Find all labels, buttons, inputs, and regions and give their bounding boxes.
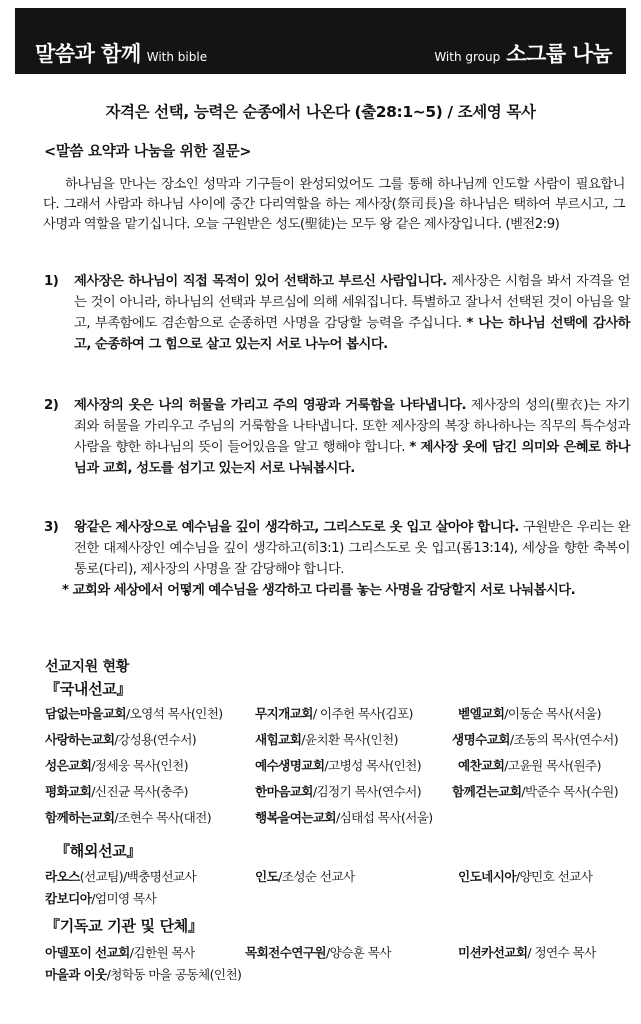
overseas-missions-label: 『해외선교』 xyxy=(55,842,142,860)
question-text: 제사장의 성의(聖衣)는 자기 죄와 허물을 가리우고 주님의 거룩함을 나타냅니다. 또한 제사장의 복장 하나하나는 직무의 특수성과 사람을 향한 하나님의 뜻이 들어있음을 알고 행해야 합니다. xyxy=(74,398,630,455)
mission-entry: 캄보디아/엄미영 목사 xyxy=(45,891,157,906)
mission-entry: 목회전수연구원/양승훈 목사 xyxy=(245,945,391,960)
mission-entry: 사랑하는교회/강성용(연수서) xyxy=(45,732,197,747)
mission-entry: 예찬교회/고윤원 목사(원주) xyxy=(458,758,601,773)
mission-entry: 함께걷는교회/박준수 목사(수원) xyxy=(452,784,619,799)
header-left xyxy=(35,38,207,68)
question-lead: 왕같은 제사장으로 예수님을 깊이 생각하고, 그리스도로 옷 입고 살아야 합니다. xyxy=(74,520,519,535)
question-number: 1) xyxy=(44,274,59,289)
question-lead: 제사장은 하나님이 직접 목적이 있어 선택하고 부르신 사람입니다. xyxy=(74,274,447,289)
mission-support-title: 선교지원 현황 xyxy=(45,659,129,675)
mission-entry: 새힘교회/윤치환 목사(인천) xyxy=(255,732,398,747)
question-number: 2) xyxy=(44,398,59,413)
header-banner xyxy=(15,8,626,74)
mission-entry: 생명수교회/조동의 목사(연수서) xyxy=(452,732,619,747)
header-left-subtitle: With bible xyxy=(146,50,208,64)
mission-entry: 함께하는교회/조현수 목사(대전) xyxy=(45,810,212,825)
question-text: 구원받은 우리는 완전한 대제사장인 예수님을 깊이 생각하고(히3:1) 그리스도로 옷 입고(롬13:14), 세상을 향한 축복이 통로(다리), 제사장의 사명을 잘 감당해야 합니다. xyxy=(74,520,630,577)
mission-entry: 인도/조성순 선교사 xyxy=(255,869,355,884)
header-right-title: 소그룹 나눔 xyxy=(506,42,612,66)
header-left-title: 말씀과 함께 xyxy=(35,42,141,66)
question-note: * 나는 하나님 선택에 감사하고, 순종하여 그 힘으로 살고 있는지 서로 나누어 봅시다. xyxy=(74,316,631,352)
mission-entry: 성은교회/정세웅 목사(인천) xyxy=(45,758,188,773)
mission-entry: 인도네시아/양민호 선교사 xyxy=(458,869,593,884)
header-right xyxy=(434,38,612,68)
mission-entry: 벧엘교회/이동순 목사(서울) xyxy=(458,706,601,721)
mission-entry: 마을과 이웃/청학동 마을 공동체(인천) xyxy=(45,967,242,982)
question-number: 3) xyxy=(44,520,59,535)
question-2 xyxy=(44,395,630,479)
organizations-label: 『기독교 기관 및 단체』 xyxy=(45,917,203,935)
mission-entry: 행복을여는교회/심태섭 목사(서울) xyxy=(255,810,433,825)
mission-entry: 평화교회/신진균 목사(충주) xyxy=(45,784,188,799)
mission-entry: 라오스(선교팀)/백충명선교사 xyxy=(45,869,197,884)
section-heading: <말씀 요약과 나눔을 위한 질문> xyxy=(44,144,252,160)
header-right-subtitle: With group xyxy=(434,50,501,64)
question-text: 제사장은 시험을 봐서 자격을 얻는 것이 아니라, 하나님의 선택과 부르심에 의해 세워집니다. 특별하고 잘나서 선택된 것이 아님을 알고, 부족함에도 겸손함으로 순종하면 사명을 감당할 능력을 주십니다. xyxy=(74,274,630,331)
question-3 xyxy=(44,517,630,580)
sermon-title: 자격은 선택, 능력은 순종에서 나온다 (출28:1~5) / 조세영 목사 xyxy=(105,103,536,121)
mission-entry: 한마음교회/김정기 목사(연수서) xyxy=(255,784,422,799)
question-1 xyxy=(44,271,630,355)
mission-entry: 아델포이 선교회/김한원 목사 xyxy=(45,945,195,960)
intro-paragraph: 하나님을 만나는 장소인 성막과 기구들이 완성되었어도 그를 통해 하나님께 인도할 사람이 필요합니다. 그래서 사람과 하나님 사이에 중간 다리역할을 하는 제사장(祭司長)을 하나님은 택하여 부르시고, 그 사명과 역할을 맡기십니다. 오늘 구원받은 성도(聖徒)는 모두 왕 같은 제사장입니다. (벧전2:9) xyxy=(43,177,625,232)
mission-entry: 무지개교회/ 이주헌 목사(김포) xyxy=(255,706,413,721)
mission-entry: 미션카선교회/ 정연수 목사 xyxy=(458,945,596,960)
question-note: * 제사장 옷에 담긴 의미와 은혜로 하나님과 교회, 성도를 섬기고 있는지 서로 나눠봅시다. xyxy=(74,440,630,476)
mission-entry: 예수생명교회/고병성 목사(인천) xyxy=(255,758,422,773)
domestic-missions-label: 『국내선교』 xyxy=(45,680,132,698)
question-3-note: * 교회와 세상에서 어떻게 예수님을 생각하고 다리를 놓는 사명을 감당할지 서로 나눠봅시다. xyxy=(62,583,576,598)
mission-entry: 담없는마을교회/오영석 목사(인천) xyxy=(45,706,223,721)
question-lead: 제사장의 옷은 나의 허물을 가리고 주의 영광과 거룩함을 나타냅니다. xyxy=(74,398,467,413)
